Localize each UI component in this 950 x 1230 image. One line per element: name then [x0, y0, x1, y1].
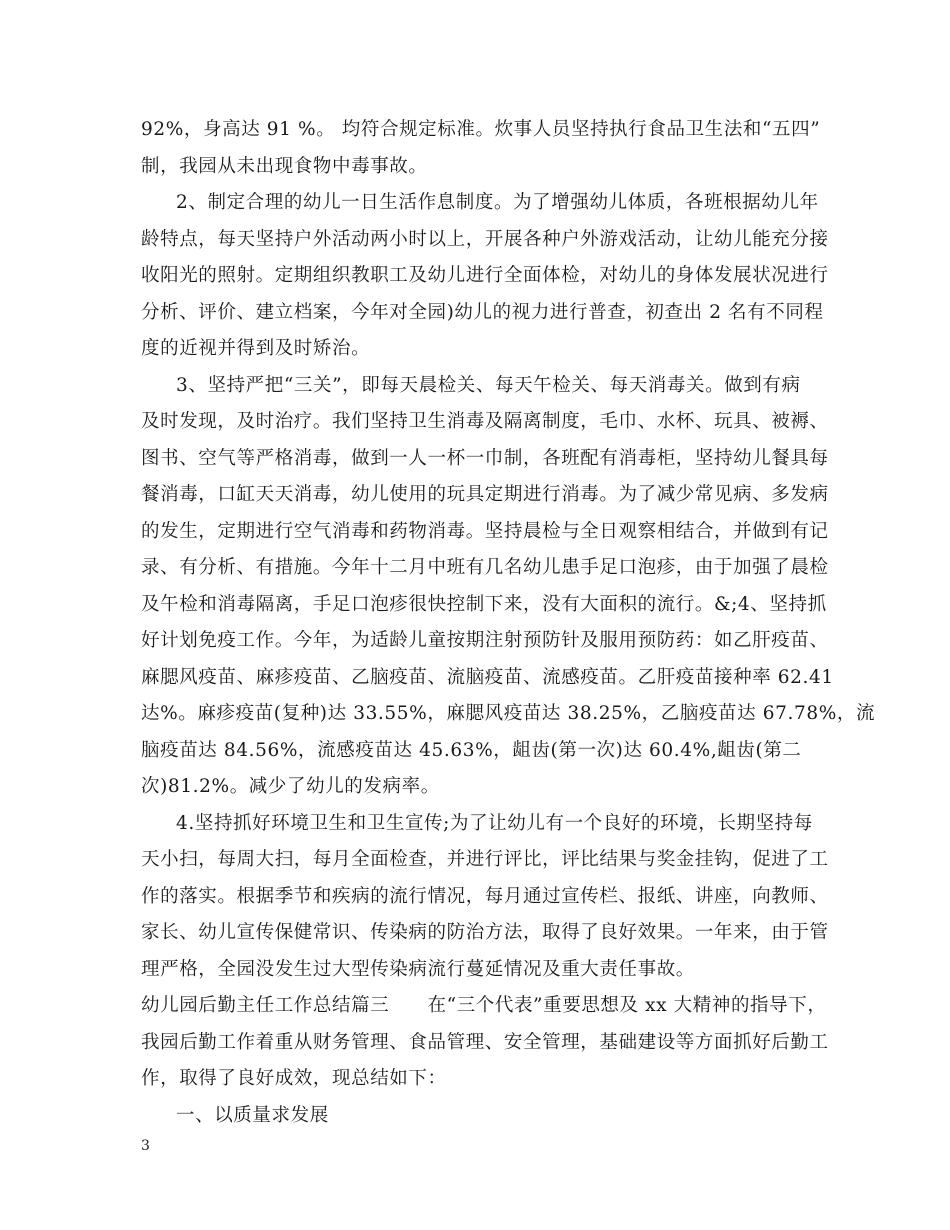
text-line: 录、有分析、有措施。今年十二月中班有几名幼儿患手足口泡疹，由于加强了晨检 [141, 557, 829, 578]
text-line: 作，取得了良好成效，现总结如下： [141, 1068, 447, 1089]
text-line: 家长、幼儿宣传保健常识、传染病的防治方法，取得了良好效果。一年来，由于管 [141, 922, 829, 943]
text-line: 及时发现，及时治疗。我们坚持卫生消毒及隔离制度，毛巾、水杯、玩具、被褥、 [141, 411, 829, 432]
text-line: 餐消毒，口缸天天消毒，幼儿使用的玩具定期进行消毒。为了减少常见病、多发病 [141, 484, 829, 505]
text-line: 理严格，全园没发生过大型传染病流行蔓延情况及重大责任事故。 [141, 959, 695, 980]
page-number: 3 [141, 1138, 150, 1154]
text-line: 龄特点，每天坚持户外活动两小时以上，开展各种户外游戏活动，让幼儿能充分接 [141, 229, 829, 250]
text-line: 图书、空气等严格消毒，做到一人一杯一巾制，各班配有消毒柜，坚持幼儿餐具每 [141, 448, 829, 469]
text-line: 92%，身高达 91 %。 均符合规定标准。炊事人员坚持执行食品卫生法和“五四” [141, 119, 821, 140]
text-line: 天小扫，每周大扫，每月全面检查，并进行评比，评比结果与奖金挂钩，促进了工 [141, 849, 829, 870]
text-line: 脑疫苗达 84.56%，流感疫苗达 45.63%，龃齿(第一次)达 60.4%,龃齿(第二 [141, 740, 802, 761]
section-heading-line: 幼儿园后勤主任工作总结篇三 在“三个代表”重要思想及 xx 大精神的指导下， [141, 995, 827, 1016]
text-line: 4.坚持抓好环境卫生和卫生宣传;为了让幼儿有一个良好的环境，长期坚持每 [176, 813, 813, 834]
text-line: 收阳光的照射。定期组织教职工及幼儿进行全面体检，对幼儿的身体发展状况进行 [141, 265, 829, 286]
text-line: 度的近视并得到及时矫治。 [141, 338, 371, 359]
text-line: 的发生，定期进行空气消毒和药物消毒。坚持晨检与全日观察相结合，并做到有记 [141, 521, 829, 542]
text-line: 3、坚持严把“三关”，即每天晨检关、每天午检关、每天消毒关。做到有病 [176, 375, 801, 396]
text-line: 分析、评价、建立档案，今年对全园)幼儿的视力进行普查，初查出 2 名有不同程 [141, 302, 824, 323]
text-line: 及午检和消毒隔离，手足口泡疹很快控制下来，没有大面积的流行。&;4、坚持抓 [141, 594, 827, 615]
text-line: 制，我园从未出现食物中毒事故。 [141, 156, 428, 177]
text-line: 2、制定合理的幼儿一日生活作息制度。为了增强幼儿体质，各班根据幼儿年 [176, 192, 819, 213]
text-line: 好计划免疫工作。今年，为适龄儿童按期注射预防针及服用预防药：如乙肝疫苗、 [141, 630, 829, 651]
text-line: 次)81.2%。减少了幼儿的发病率。 [141, 776, 440, 797]
text-line: 麻腮风疫苗、麻疹疫苗、乙脑疫苗、流脑疫苗、流感疫苗。乙肝疫苗接种率 62.41 [141, 667, 834, 688]
text-line: 达%。麻疹疫苗(复种)达 33.55%，麻腮风疫苗达 38.25%，乙脑疫苗达 67.78%，流 [141, 703, 876, 724]
subheading-line: 一、以质量求发展 [176, 1105, 329, 1126]
text-line: 我园后勤工作着重从财务管理、食品管理、安全管理，基础建设等方面抓好后勤工 [141, 1032, 829, 1053]
text-line: 作的落实。根据季节和疾病的流行情况，每月通过宣传栏、报纸、讲座，向教师、 [141, 886, 829, 907]
